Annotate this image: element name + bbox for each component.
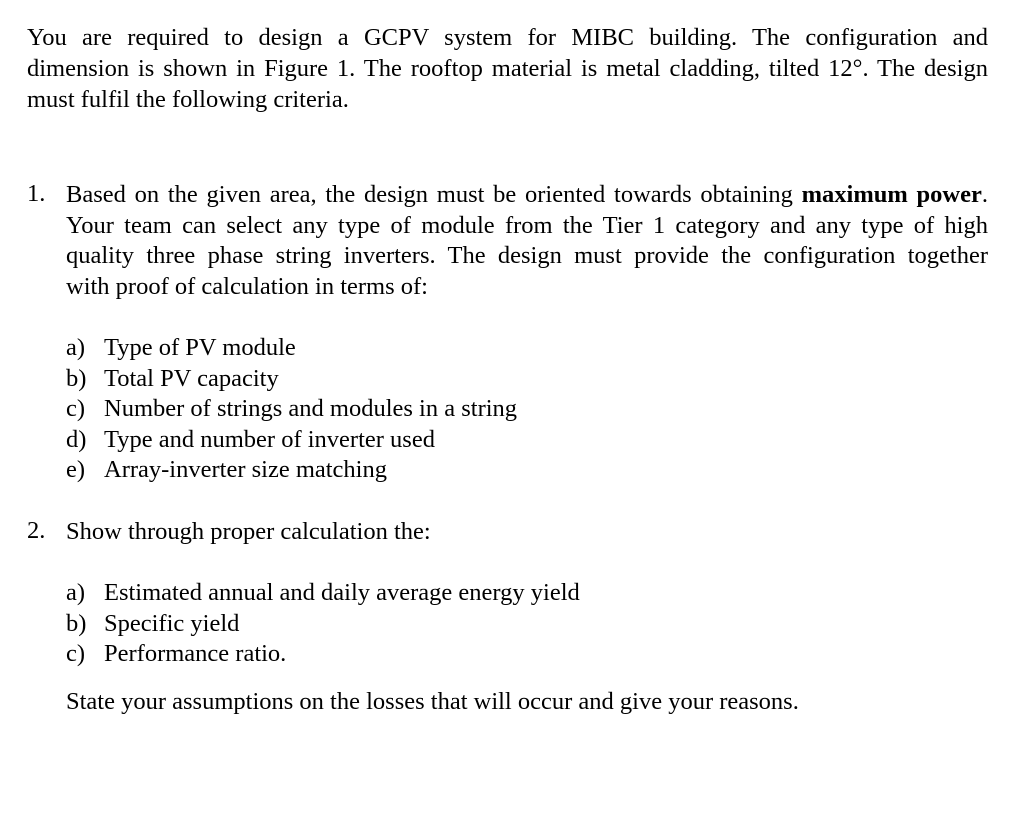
question-1-sublist [66, 333, 766, 486]
list-item-letter: c) [66, 640, 86, 667]
list-item-text: Specific yield [104, 609, 240, 637]
list-item-text: Performance ratio. [104, 640, 287, 667]
question-1-line: Your team can select any type of module from the Tier 1 category and any type of high [66, 211, 988, 239]
list-item-text: Array-inverter size matching [104, 456, 387, 483]
list-item-letter: a) [66, 579, 86, 606]
list-item-letter: e) [66, 456, 86, 483]
list-item-text: Number of strings and modules in a string [104, 395, 518, 422]
text-run: . [981, 181, 988, 208]
intro-paragraph [27, 22, 988, 115]
text-run: Based on the given area, the design must be oriented towards obtaining [66, 181, 802, 208]
question-1-line [66, 180, 988, 211]
list-item-text: Estimated annual and daily average energy yield [104, 579, 580, 606]
list-item [66, 578, 766, 609]
intro-line: You are required to design a GCPV system for MIBC building. The configuration and [27, 24, 988, 51]
closing-instruction: State your assumptions on the losses that will occur and give your reasons. [66, 688, 799, 715]
list-item [66, 333, 766, 364]
list-item-text: Type of PV module [104, 334, 296, 361]
question-number: 2. [27, 517, 46, 544]
question-number: 1. [27, 180, 46, 207]
list-item-letter: d) [66, 425, 87, 453]
list-item [66, 639, 766, 670]
question-2-text [66, 517, 988, 548]
list-item [66, 364, 766, 395]
list-item-text: Total PV capacity [104, 364, 279, 392]
question-1-line: with proof of calculation in terms of: [66, 272, 428, 300]
list-item-letter: b) [66, 364, 87, 392]
list-item-letter: a) [66, 334, 86, 361]
list-item-letter: b) [66, 609, 87, 637]
list-item [66, 609, 766, 640]
list-item-text: Type and number of inverter used [104, 425, 435, 453]
question-2-line: Show through proper calculation the: [66, 518, 431, 545]
intro-line: must fulfil the following criteria. [27, 86, 349, 113]
intro-line: dimension is shown in Figure 1. The rooftop material is metal cladding, tilted 12°. The design [27, 55, 988, 82]
emphasis-maximum-power: maximum power [801, 181, 982, 208]
list-item [66, 394, 766, 425]
question-2-sublist [66, 578, 766, 670]
list-item-letter: c) [66, 395, 86, 422]
list-item [66, 425, 766, 456]
question-1-line: quality three phase string inverters. The design must provide the configuration together [66, 242, 988, 269]
question-1-text [66, 180, 988, 302]
list-item [66, 455, 766, 486]
